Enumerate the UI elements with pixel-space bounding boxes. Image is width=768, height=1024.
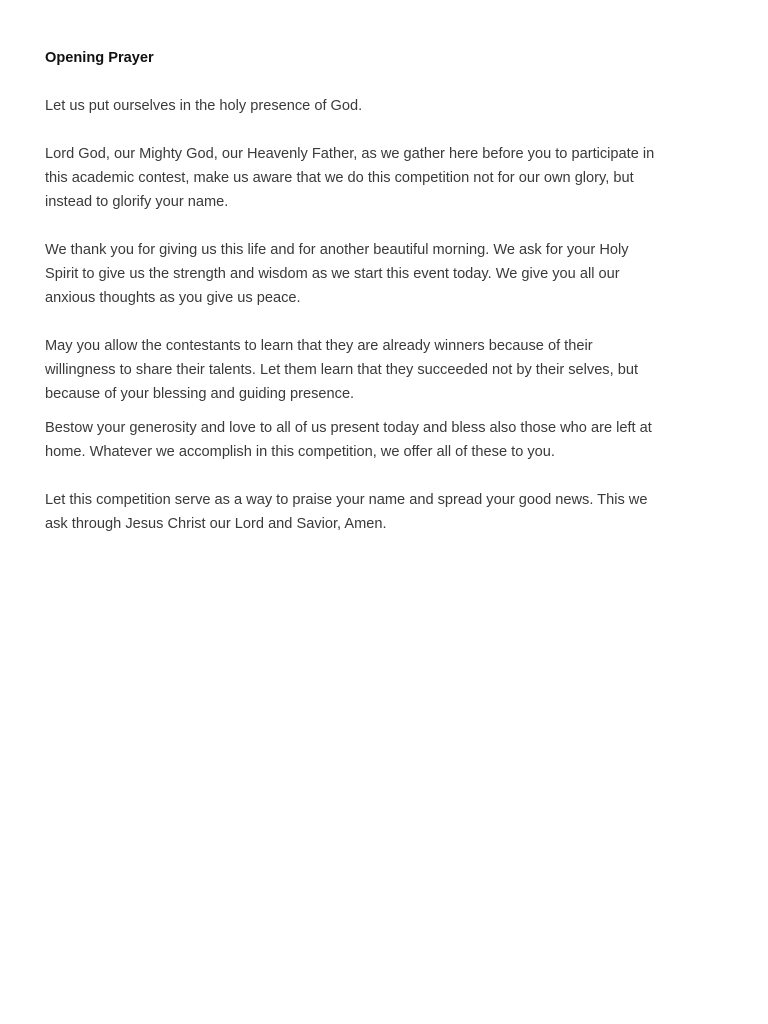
- paragraph-line: Lord God, our Mighty God, our Heavenly Father, as we gather here before you to participate in: [45, 146, 655, 162]
- paragraph-blessing: [45, 416, 725, 464]
- paragraph-line: anxious thoughts as you give us peace.: [45, 290, 301, 306]
- paragraph-line: May you allow the contestants to learn that they are already winners because of their: [45, 338, 593, 354]
- paragraph-line: We thank you for giving us this life and for another beautiful morning. We ask for your Holy: [45, 242, 629, 258]
- paragraph-line: home. Whatever we accomplish in this competition, we offer all of these to you.: [45, 444, 555, 460]
- paragraph-petition: [45, 142, 725, 214]
- paragraph-line: ask through Jesus Christ our Lord and Savior, Amen.: [45, 516, 387, 532]
- paragraph-closing: [45, 488, 725, 536]
- paragraph-line: willingness to share their talents. Let them learn that they succeeded not by their selves, but: [45, 362, 638, 378]
- paragraph-line: Spirit to give us the strength and wisdom as we start this event today. We give you all our: [45, 266, 620, 282]
- paragraph-line: this academic contest, make us aware that we do this competition not for our own glory, but: [45, 170, 634, 186]
- paragraph-line: because of your blessing and guiding presence.: [45, 386, 355, 402]
- paragraph-contestants: [45, 334, 725, 406]
- paragraph-invocation: [45, 94, 725, 118]
- document-title: Opening Prayer: [45, 50, 154, 66]
- paragraph-line: Bestow your generosity and love to all of us present today and bless also those who are left at: [45, 420, 652, 436]
- paragraph-line: Let us put ourselves in the holy presence of God.: [45, 98, 363, 114]
- paragraph-line: instead to glorify your name.: [45, 194, 229, 210]
- paragraph-thanksgiving: [45, 238, 725, 310]
- document-page: [45, 46, 725, 536]
- paragraph-line: Let this competition serve as a way to praise your name and spread your good news. This we: [45, 492, 648, 508]
